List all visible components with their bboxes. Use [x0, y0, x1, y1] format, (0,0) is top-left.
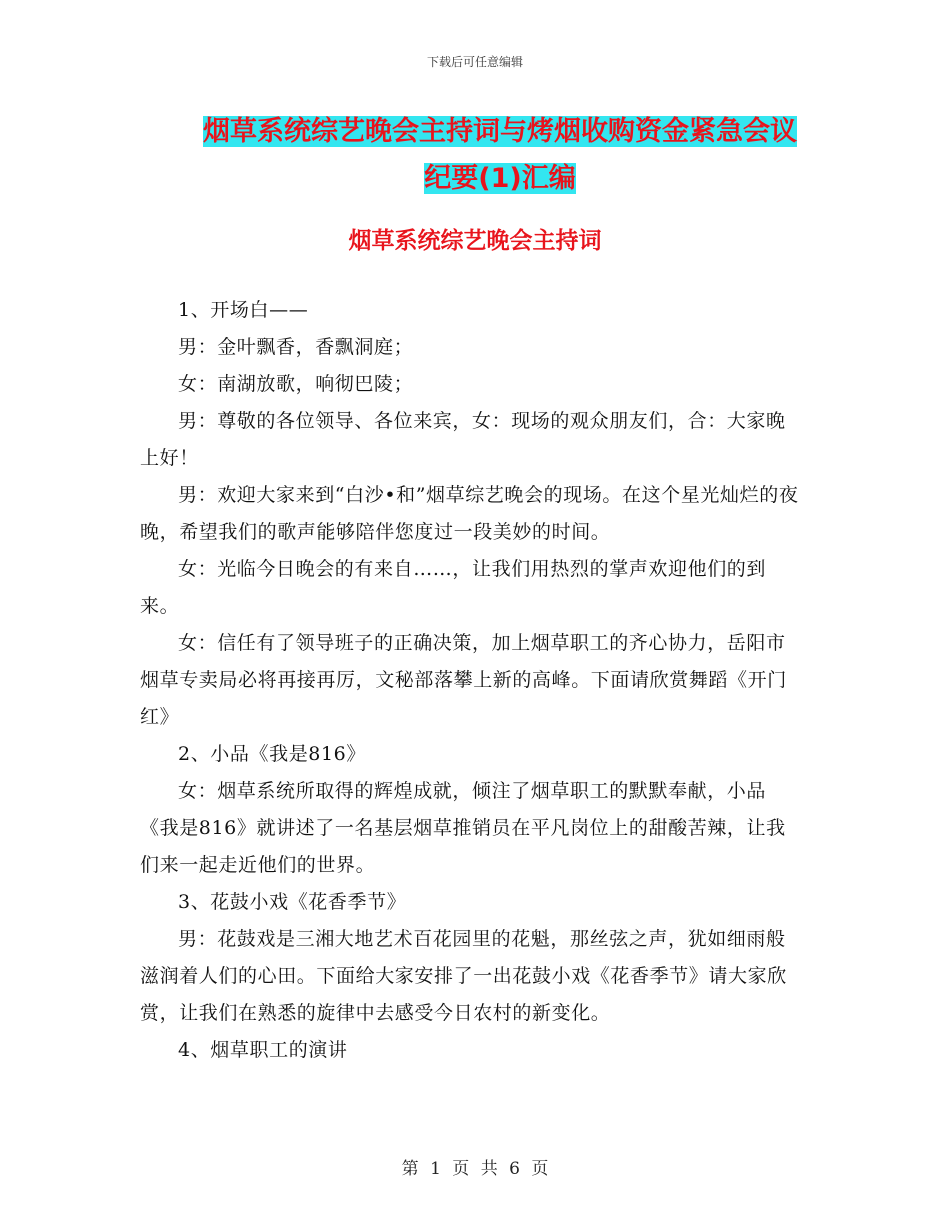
document-title [190, 108, 810, 202]
page-header: 下载后可任意编辑 [426, 55, 523, 69]
paragraph: 1、开场白—— [178, 299, 309, 321]
paragraph: 男：欢迎大家来到“白沙•和”烟草综艺晚会的现场。在这个星光灿烂的夜晚，希望我们的歌声能够陪伴您度过一段美妙的时间。 [140, 484, 799, 543]
paragraph: 3、花鼓小戏《花香季节》 [178, 891, 407, 913]
paragraph: 女：光临今日晚会的有来自……，让我们用热烈的掌声欢迎他们的到来。 [140, 558, 767, 617]
section-title: 烟草系统综艺晚会主持词 [348, 228, 602, 254]
paragraph: 男：尊敬的各位领导、各位来宾，女：现场的观众朋友们，合：大家晚上好！ [140, 410, 786, 469]
paragraph: 女：南湖放歌，响彻巴陵； [178, 373, 414, 395]
paragraph: 女：烟草系统所取得的辉煌成就，倾注了烟草职工的默默奉献，小品《我是816》就讲述了一名基层烟草推销员在平凡岗位上的甜酸苦辣，让我们来一起走近他们的世界。 [140, 780, 786, 876]
document-body [140, 292, 805, 1069]
paragraph: 女：信任有了领导班子的正确决策，加上烟草职工的齐心协力，岳阳市烟草专卖局必将再接再厉，文秘部落攀上新的高峰。下面请欣赏舞蹈《开门红》 [140, 632, 787, 728]
paragraph: 4、烟草职工的演讲 [178, 1039, 348, 1061]
document-title-text: 烟草系统综艺晚会主持词与烤烟收购资金紧急会议纪要(1)汇编 [203, 116, 797, 194]
paragraph: 男：花鼓戏是三湘大地艺术百花园里的花魁，那丝弦之声，犹如细雨般滋润着人们的心田。下面给大家安排了一出花鼓小戏《花香季节》请大家欣赏，让我们在熟悉的旋律中去感受今日农村的新变化。 [140, 928, 787, 1024]
page-footer: 第 1 页 共 6 页 [401, 1159, 549, 1179]
paragraph: 男：金叶飘香，香飘洞庭； [178, 336, 414, 358]
paragraph: 2、小品《我是816》 [178, 743, 366, 765]
